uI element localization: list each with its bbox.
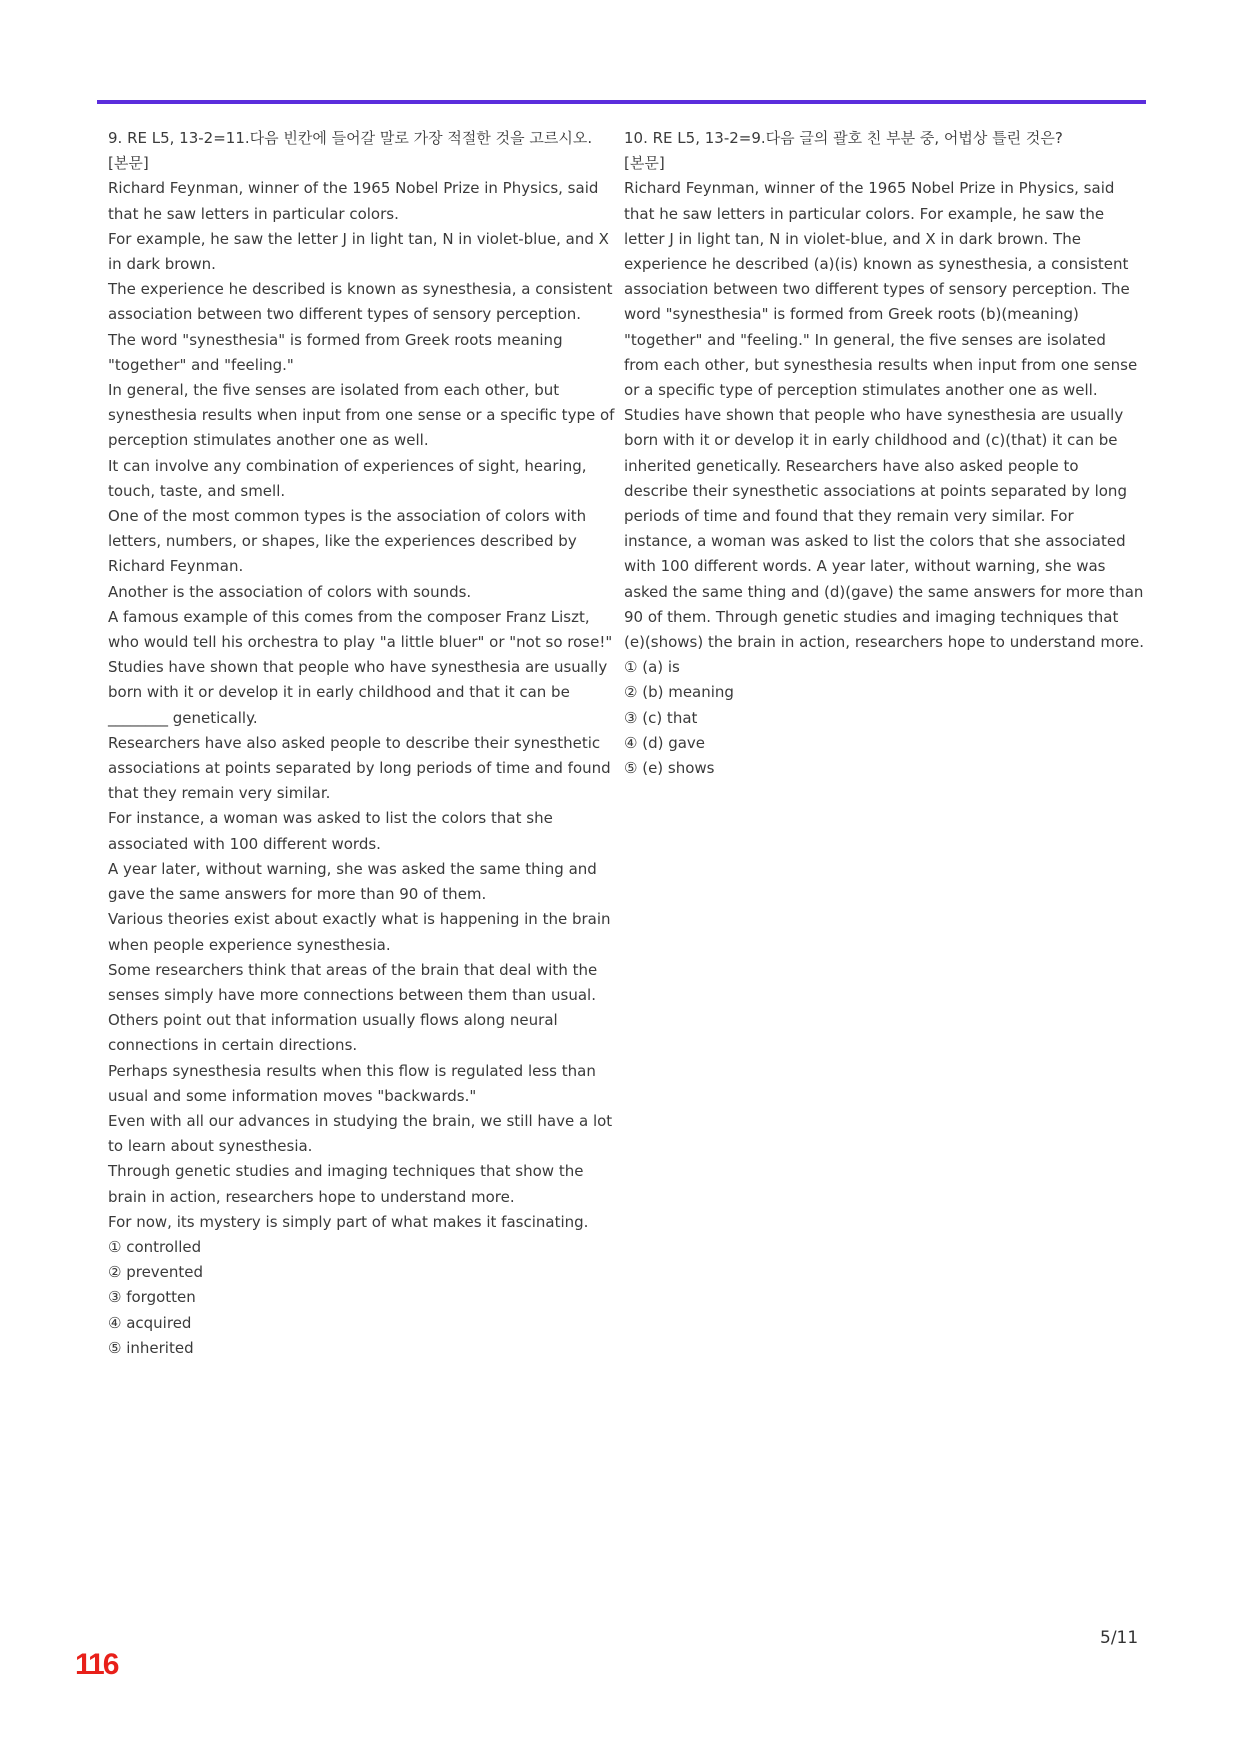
passage-sentence: The experience he described is known as synesthesia, a consistent association between two different types of sensory perception. [108,280,613,324]
passage-sentence: In general, the five senses are isolated from each other, but synesthesia results when input from one sense or a specific type of perception stimulates another one as well. [108,381,615,450]
question-10-options [624,655,1144,781]
answer-option[interactable]: ② prevented [108,1263,204,1282]
passage-sentence: It can involve any combination of experiences of sight, hearing, touch, taste, and smell. [108,456,587,500]
answer-option[interactable]: ④ (d) gave [624,733,706,752]
question-9-passage-label: [본문] [108,154,149,173]
question-10-passage-label: [본문] [624,154,665,173]
question-10-title: 10. RE L5, 13-2=9.다음 글의 괄호 친 부분 중, 어법상 틀린 것은? [624,129,1063,147]
passage-sentence: Richard Feynman, winner of the 1965 Nobel Prize in Physics, said that he saw letters in particular colors. [108,179,599,223]
answer-option[interactable]: ② (b) meaning [624,683,734,702]
page-number: 5/11 [1100,1628,1139,1648]
passage-sentence: Some researchers think that areas of the brain that deal with the senses simply have more connections between them than usual. [108,960,598,1004]
passage-sentence: The word "synesthesia" is formed from Greek roots meaning "together" and "feeling." [108,330,563,374]
passage-sentence: For now, its mystery is simply part of what makes it fascinating. [108,1212,589,1231]
passage-sentence: A year later, without warning, she was asked the same thing and gave the same answers for more than 90 of them. [108,859,597,904]
answer-option[interactable]: ③ forgotten [108,1288,196,1307]
answer-option[interactable]: ④ acquired [108,1313,192,1332]
question-10-passage: Richard Feynman, winner of the 1965 Nobel Prize in Physics, said that he saw letters in particular colors. For example, he saw the letter J in light tan, N in violet-blue, and X in dark brown. The experience he described (a)(is) known as synesthesia, a consistent association between two different types of sensory perception. The word "synesthesia" is formed from Greek roots (b)(meaning) "together" and "feeling." In general, the five senses are isolated from each other, but synesthesia results when input from one sense or a specific type of perception stimulates another one as well. Studies have shown that people who have synesthesia are usually born with it or develop it in early childhood and (c)(that) it can be inherited genetically. Researchers have also asked people to describe their synesthetic associations at points separated by long periods of time and found that they remain very similar. For instance, a woman was asked to list the colors that she associated with 100 different words. A year later, without warning, she was asked the same thing and (d)(gave) the same answers for more than 90 of them. Through genetic studies and imaging techniques that (e)(shows) the brain in action, researchers hope to understand more. [624,179,1144,652]
passage-sentence: For instance, a woman was asked to list the colors that she associated with 100 different words. [108,809,553,853]
question-10 [624,126,1144,781]
passage-sentence: Perhaps synesthesia results when this flow is regulated less than usual and some information moves "backwards." [108,1061,596,1105]
passage-sentence: Various theories exist about exactly what is happening in the brain when people experience synesthesia. [108,910,611,954]
passage-sentence: Others point out that information usually flows along neural connections in certain directions. [108,1011,558,1055]
answer-option[interactable]: ⑤ inherited [108,1338,194,1357]
question-9 [108,126,622,1361]
answer-option[interactable]: ③ (c) that [624,708,698,727]
question-9-options [108,1235,622,1361]
passage-sentence: A famous example of this comes from the composer Franz Liszt, who would tell his orchestra to play "a little bluer" or "not so rose!" [108,607,613,652]
answer-option[interactable]: ① (a) is [624,658,680,677]
question-9-passage [108,176,622,1235]
passage-sentence: Through genetic studies and imaging techniques that show the brain in action, researchers hope to understand more. [108,1162,584,1206]
top-rule [97,100,1146,104]
passage-sentence: Researchers have also asked people to describe their synesthetic associations at points separated by long periods of time and found that they remain very similar. [108,733,611,803]
answer-option[interactable]: ① controlled [108,1237,202,1256]
passage-sentence: Even with all our advances in studying the brain, we still have a lot to learn about synesthesia. [108,1111,613,1156]
brand-page-number: 116 [75,1648,118,1681]
passage-sentence: One of the most common types is the association of colors with letters, numbers, or shapes, like the experiences described by Richard Feynman. [108,507,587,576]
passage-sentence: For example, he saw the letter J in light tan, N in violet-blue, and X in dark brown. [108,229,609,274]
answer-option[interactable]: ⑤ (e) shows [624,759,715,778]
question-9-title: 9. RE L5, 13-2=11.다음 빈칸에 들어갈 말로 가장 적절한 것을 고르시오. [108,129,593,147]
passage-sentence: Studies have shown that people who have synesthesia are usually born with it or develop it in early childhood and that it can be ________ genetically. [108,658,608,727]
passage-sentence: Another is the association of colors with sounds. [108,582,472,601]
